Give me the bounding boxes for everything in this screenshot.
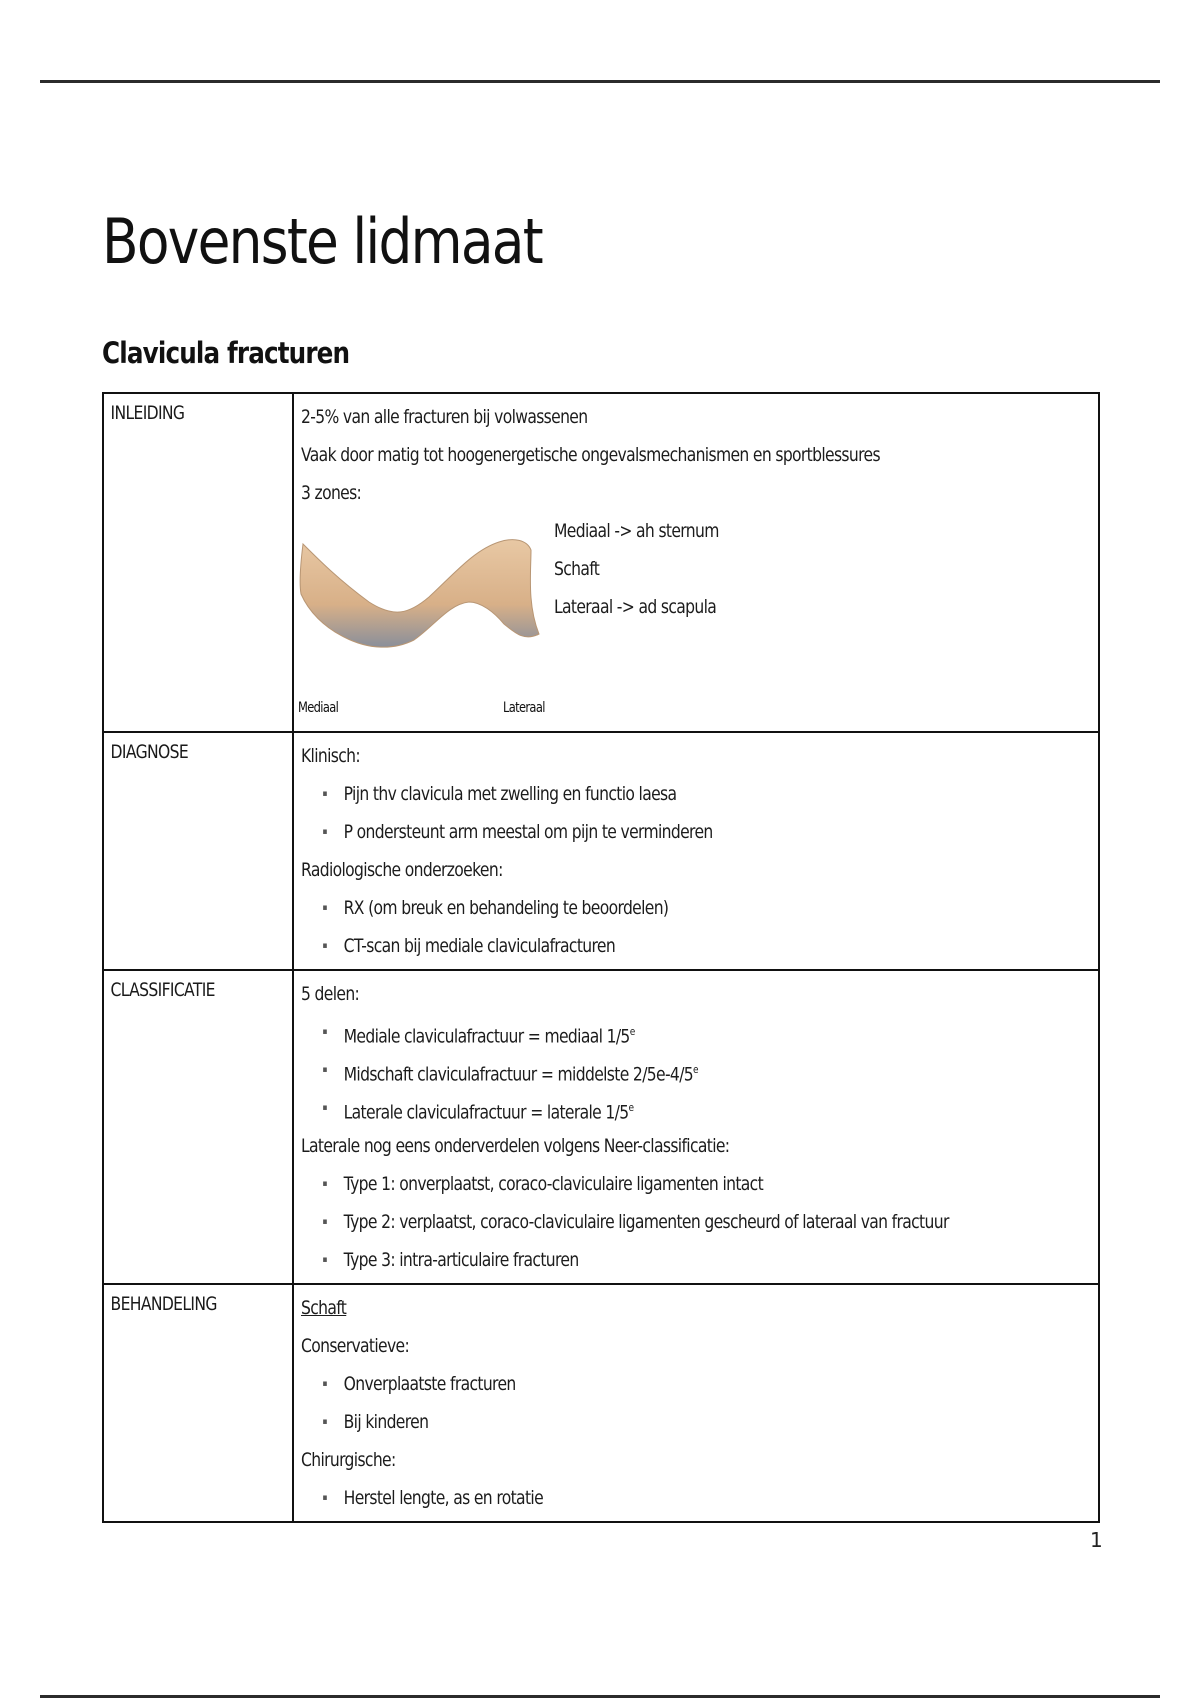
list-item: ▪ Herstel lengte, as en rotatie: [301, 1479, 955, 1517]
list-item-text: Midschaft claviculafractuur = middelste 2/5e-4/5: [343, 1063, 694, 1086]
list-item: ▪ Onverplaatste fracturen: [301, 1365, 955, 1403]
list-item: [301, 1051, 955, 1089]
content-cell-classificatie: [293, 970, 1099, 1284]
zone-item: Schaft: [554, 558, 600, 580]
row-label: INLEIDING: [110, 402, 185, 424]
list-item: ▪ RX (om breuk en behandeling te beoordelen): [301, 889, 955, 927]
superscript: e: [629, 1025, 635, 1038]
list-item: ▪ Bij kinderen: [301, 1403, 955, 1441]
content-cell-diagnose: [293, 732, 1099, 970]
clavicula-table: [102, 392, 1100, 1523]
label-cell-inleiding: [103, 393, 293, 732]
text-line: 3 zones:: [301, 482, 362, 504]
list-item: ▪ Type 3: intra-articulaire fracturen: [301, 1241, 955, 1279]
zones-figure: [298, 512, 1098, 727]
zone-item: Lateraal -> ad scapula: [554, 596, 717, 618]
text-line: 5 delen:: [301, 983, 360, 1005]
medial-label: Mediaal: [298, 700, 339, 716]
clavicle-bone-image: [299, 532, 544, 652]
row-label: BEHANDELING: [110, 1293, 217, 1315]
list-item: ▪ Type 1: onverplaatst, coraco-claviculaire ligamenten intact: [301, 1165, 955, 1203]
header-rule: [40, 80, 1160, 83]
superscript: e: [628, 1101, 634, 1114]
text-line: Chirurgische:: [301, 1449, 396, 1471]
text-line: Vaak door matig tot hoogenergetische ongevalsmechanismen en sportblessures: [301, 444, 880, 466]
zone-labels: [554, 512, 755, 626]
superscript: e: [693, 1063, 698, 1076]
page-number: 1: [1090, 1528, 1103, 1552]
text-line: Klinisch:: [301, 745, 360, 767]
row-inleiding: [103, 393, 1099, 732]
row-classificatie: [103, 970, 1099, 1284]
label-cell-classificatie: [103, 970, 293, 1284]
list-item: ▪ Pijn thv clavicula met zwelling en functio laesa: [301, 775, 955, 813]
text-line: Laterale nog eens onderverdelen volgens Neer-classificatie:: [301, 1135, 730, 1157]
row-label: CLASSIFICATIE: [110, 979, 215, 1001]
text-line: 2-5% van alle fracturen bij volwassenen: [301, 406, 588, 428]
subheading: Schaft: [301, 1297, 347, 1319]
row-behandeling: [103, 1284, 1099, 1522]
list-item: ▪ CT-scan bij mediale claviculafracturen: [301, 927, 955, 965]
section-title: Clavicula fracturen: [102, 336, 350, 370]
content-cell-behandeling: [293, 1284, 1099, 1522]
list-item: [301, 1013, 955, 1051]
list-item-text: Mediale claviculafractuur = mediaal 1/5: [343, 1025, 630, 1048]
row-diagnose: [103, 732, 1099, 970]
zone-item: Mediaal -> ah sternum: [554, 520, 719, 542]
text-line: Radiologische onderzoeken:: [301, 859, 503, 881]
list-item: [301, 1089, 955, 1127]
lateral-label: Lateraal: [503, 700, 545, 716]
footer-rule: [40, 1695, 1160, 1698]
text-line: Conservatieve:: [301, 1335, 410, 1357]
label-cell-diagnose: [103, 732, 293, 970]
list-item-text: Laterale claviculafractuur = laterale 1/5: [343, 1101, 629, 1124]
list-item: ▪ P ondersteunt arm meestal om pijn te verminderen: [301, 813, 955, 851]
list-item: ▪ Type 2: verplaatst, coraco-claviculaire ligamenten gescheurd of lateraal van fractuur: [301, 1203, 955, 1241]
label-cell-behandeling: [103, 1284, 293, 1522]
content-cell-inleiding: [293, 393, 1099, 732]
page-title: Bovenste lidmaat: [102, 205, 542, 278]
row-label: DIAGNOSE: [110, 741, 189, 763]
